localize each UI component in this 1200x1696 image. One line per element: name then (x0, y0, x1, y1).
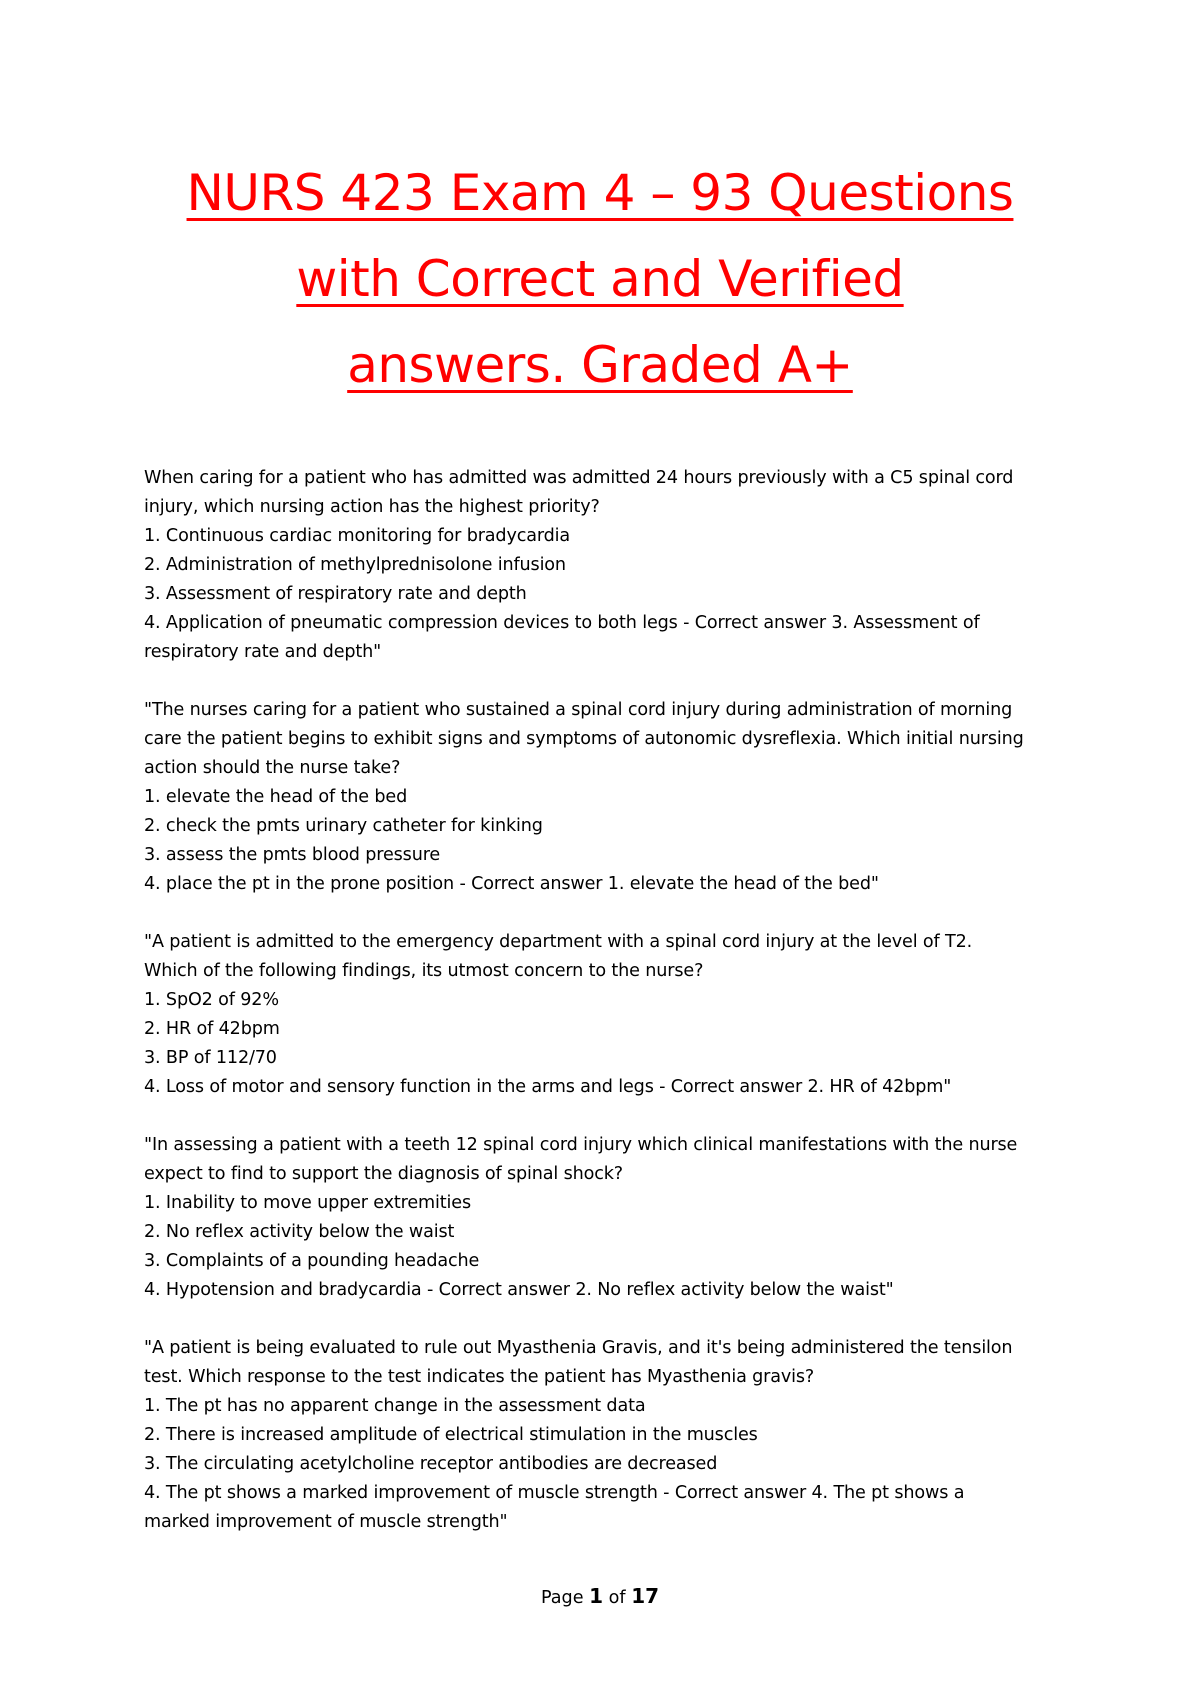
answer-option: 2. Administration of methylprednisolone infusion (144, 555, 566, 575)
answer-option: 3. Assessment of respiratory rate and depth (144, 584, 527, 604)
page-footer (0, 1581, 1200, 1613)
question-2 (144, 696, 1074, 899)
answer-option: 2. HR of 42bpm (144, 1019, 280, 1039)
answer-option-with-correct-answer: 4. Application of pneumatic compression devices to both legs - Correct answer 3. Assessment of (144, 613, 980, 633)
question-text-line: injury, which nursing action has the highest priority? (144, 497, 600, 517)
answer-option: 2. No reflex activity below the waist (144, 1222, 455, 1242)
total-pages: 17 (631, 1584, 660, 1608)
answer-option-with-correct-answer: 4. The pt shows a marked improvement of muscle strength - Correct answer 4. The pt shows a (144, 1483, 965, 1503)
answer-option: 2. There is increased amplitude of electrical stimulation in the muscles (144, 1425, 758, 1445)
question-text-line: care the patient begins to exhibit signs and symptoms of autonomic dysreflexia. Which initial nursing (144, 729, 1024, 749)
question-3 (144, 928, 1074, 1102)
answer-option: 1. elevate the head of the bed (144, 787, 408, 807)
answer-option-with-correct-answer: 4. Loss of motor and sensory function in the arms and legs - Correct answer 2. HR of 42bpm" (144, 1077, 952, 1097)
title-line-1: NURS 423 Exam 4 – 93 Questions (186, 164, 1014, 222)
questions-list (144, 464, 1074, 1566)
question-text-line: expect to find to support the diagnosis of spinal shock? (144, 1164, 623, 1184)
answer-option: 1. SpO2 of 92% (144, 990, 279, 1010)
question-text-line: When caring for a patient who has admitted was admitted 24 hours previously with a C5 spinal cord (144, 468, 1014, 488)
answer-option: 3. The circulating acetylcholine receptor antibodies are decreased (144, 1454, 718, 1474)
answer-option: 3. assess the pmts blood pressure (144, 845, 441, 865)
question-text-line: action should the nurse take? (144, 758, 401, 778)
page-number: 1 (589, 1584, 604, 1608)
question-text-line: "A patient is admitted to the emergency department with a spinal cord injury at the level of T2. (144, 932, 973, 952)
document-title (100, 150, 1100, 408)
title-line-3: answers. Graded A+ (347, 336, 853, 394)
answer-option: 3. BP of 112/70 (144, 1048, 277, 1068)
question-text-line: "A patient is being evaluated to rule out Myasthenia Gravis, and it's being administered the tensilon (144, 1338, 1013, 1358)
of-label: of (608, 1588, 626, 1608)
question-text-line: "In assessing a patient with a teeth 12 spinal cord injury which clinical manifestations with the nurse (144, 1135, 1018, 1155)
answer-option: 3. Complaints of a pounding headache (144, 1251, 480, 1271)
page-label: Page (540, 1588, 584, 1608)
question-text-line: Which of the following findings, its utmost concern to the nurse? (144, 961, 704, 981)
answer-option: 2. check the pmts urinary catheter for kinking (144, 816, 543, 836)
question-1 (144, 464, 1074, 667)
answer-option: 1. Continuous cardiac monitoring for bradycardia (144, 526, 571, 546)
question-4 (144, 1131, 1074, 1305)
answer-option-with-correct-answer: 4. place the pt in the prone position - Correct answer 1. elevate the head of the bed" (144, 874, 879, 894)
correct-answer-continuation: respiratory rate and depth" (144, 642, 382, 662)
question-5 (144, 1334, 1074, 1537)
correct-answer-continuation: marked improvement of muscle strength" (144, 1512, 508, 1532)
question-text-line: test. Which response to the test indicates the patient has Myasthenia gravis? (144, 1367, 815, 1387)
answer-option: 1. The pt has no apparent change in the assessment data (144, 1396, 646, 1416)
question-text-line: "The nurses caring for a patient who sustained a spinal cord injury during administration of morning (144, 700, 1013, 720)
title-line-2: with Correct and Verified (296, 250, 904, 308)
answer-option: 1. Inability to move upper extremities (144, 1193, 471, 1213)
answer-option-with-correct-answer: 4. Hypotension and bradycardia - Correct answer 2. No reflex activity below the waist" (144, 1280, 894, 1300)
